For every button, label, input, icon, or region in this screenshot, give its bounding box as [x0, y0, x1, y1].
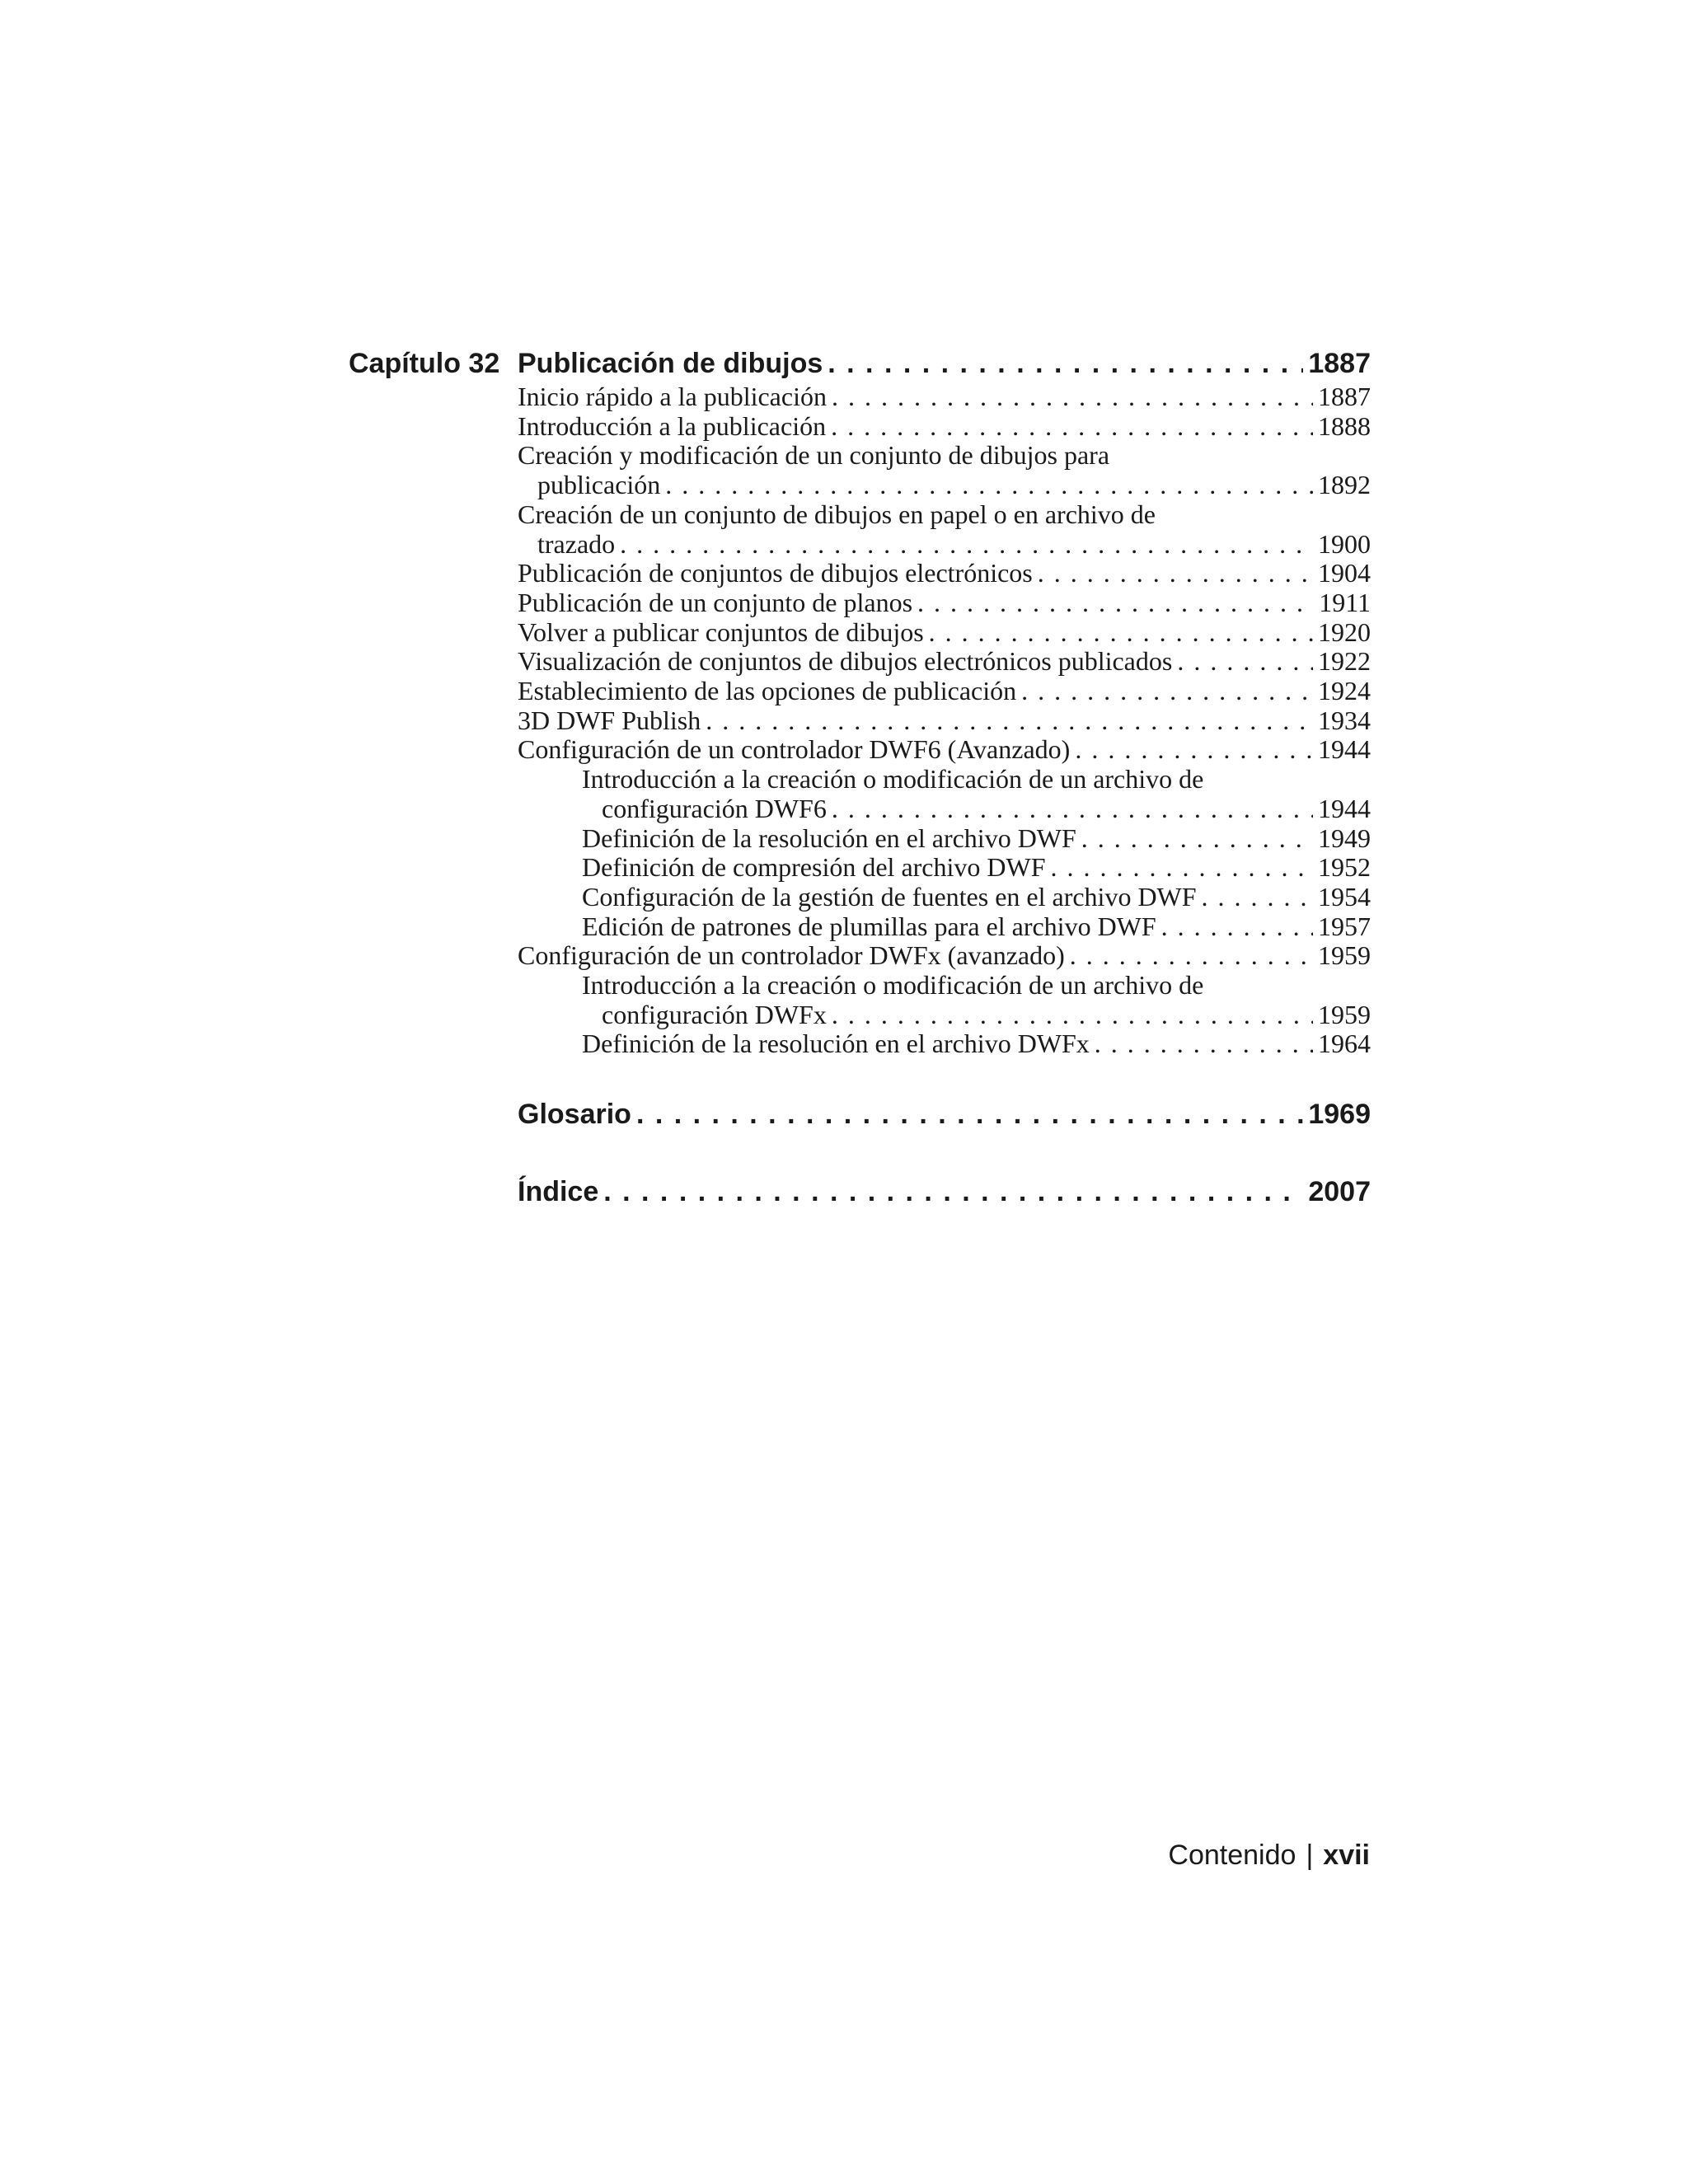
toc-index-row[interactable]: [518, 1173, 1371, 1211]
toc-chapter-row[interactable]: [518, 344, 1371, 382]
page-number: 1944: [1318, 793, 1371, 823]
entry-title: configuración DWF6: [602, 793, 827, 823]
dot-leader: [1038, 559, 1313, 588]
toc-entry[interactable]: [518, 735, 1371, 765]
entry-title: Definición de la resolución en el archivo DWF: [582, 823, 1076, 853]
dot-leader: [1051, 853, 1314, 883]
entry-title-line1[interactable]: Introducción a la creación o modificación de un archivo de: [582, 970, 1204, 1001]
toc-entry[interactable]: [518, 1001, 1371, 1030]
chapter-label: Capítulo 32: [349, 348, 500, 379]
toc-entry[interactable]: [518, 412, 1371, 442]
dot-leader: [1095, 1029, 1313, 1059]
page-number: 1920: [1318, 616, 1371, 647]
dot-leader: [832, 794, 1313, 824]
toc-entry[interactable]: [518, 912, 1371, 942]
entry-title: Configuración de un controlador DWF6 (Avanzado): [518, 734, 1071, 765]
page-number: 1892: [1318, 470, 1371, 500]
entry-title: Edición de patrones de plumillas para el archivo DWF: [582, 911, 1156, 941]
entry-title: trazado: [537, 528, 616, 559]
entry-title: Configuración de la gestión de fuentes en el archivo DWF: [582, 881, 1197, 912]
toc-entry[interactable]: [518, 647, 1371, 677]
page-number: 1952: [1318, 852, 1371, 883]
toc-entry[interactable]: [518, 1029, 1371, 1059]
dot-leader: [636, 1095, 1303, 1133]
toc-entry[interactable]: [518, 471, 1371, 500]
toc-entry[interactable]: [518, 824, 1371, 854]
entry-title: Configuración de un controlador DWFx (avanzado): [518, 940, 1065, 971]
entry-title-line1[interactable]: Introducción a la creación o modificación de un archivo de: [582, 764, 1204, 794]
page-number: 1900: [1318, 528, 1371, 559]
dot-leader: [603, 1173, 1303, 1211]
chapter-title: Publicación de dibujos: [518, 348, 823, 379]
entry-title-line1[interactable]: Creación de un conjunto de dibujos en papel o en archivo de: [518, 499, 1156, 529]
table-of-contents: [518, 344, 1371, 1211]
page-number: 1924: [1318, 676, 1371, 706]
toc-entry[interactable]: [518, 706, 1371, 736]
toc-entry[interactable]: [518, 883, 1371, 912]
dot-leader: [1161, 912, 1313, 942]
page-number: 1964: [1318, 1029, 1371, 1059]
toc-entry[interactable]: [518, 853, 1371, 883]
dot-leader: [832, 1001, 1313, 1030]
entry-title: Introducción a la publicación: [518, 410, 827, 441]
entry-title: Establecimiento de las opciones de publicación: [518, 676, 1017, 706]
entry-title: Definición de compresión del archivo DWF: [582, 852, 1046, 883]
toc-entry[interactable]: [518, 588, 1371, 618]
page-number: 1887: [1308, 348, 1371, 379]
dot-leader: [1075, 735, 1313, 765]
page-number: 2007: [1308, 1176, 1371, 1208]
page-number: 1957: [1318, 911, 1371, 941]
dot-leader: [665, 471, 1313, 500]
toc-entry[interactable]: [518, 677, 1371, 706]
page-number: 1944: [1318, 734, 1371, 765]
dot-leader: [831, 412, 1313, 442]
toc-entry[interactable]: [518, 941, 1371, 971]
footer-separator: |: [1306, 1840, 1314, 1871]
entry-title: Visualización de conjuntos de dibujos electrónicos publicados: [518, 646, 1173, 677]
entry-title-line1[interactable]: Creación y modificación de un conjunto de dibujos para: [518, 440, 1110, 471]
page-number: 1959: [1318, 999, 1371, 1029]
entry-title: Definición de la resolución en el archivo DWFx: [582, 1029, 1090, 1059]
page-number: 1887: [1318, 382, 1371, 411]
footer-section: Contenido: [1168, 1840, 1296, 1871]
page-number: 1904: [1318, 558, 1371, 588]
dot-leader: [917, 588, 1314, 618]
page-number: 1949: [1318, 823, 1371, 853]
dot-leader: [1070, 941, 1313, 971]
dot-leader: [1202, 883, 1313, 912]
entry-title: configuración DWFx: [602, 999, 827, 1029]
page-number: 1954: [1318, 881, 1371, 912]
toc-entry[interactable]: [518, 794, 1371, 824]
entry-title: Publicación de un conjunto de planos: [518, 587, 913, 617]
dot-leader: [828, 344, 1303, 382]
entry-title: 3D DWF Publish: [518, 705, 701, 735]
page-number: 1969: [1308, 1099, 1371, 1131]
page-number: 1888: [1318, 410, 1371, 441]
dot-leader: [1021, 677, 1313, 706]
page-number: 1959: [1318, 940, 1371, 971]
page-number: 1922: [1318, 646, 1371, 677]
dot-leader: [706, 706, 1313, 736]
toc-entry[interactable]: [518, 382, 1371, 412]
dot-leader: [620, 530, 1313, 560]
page-number: 1911: [1319, 587, 1371, 617]
index-title: Índice: [518, 1176, 599, 1208]
entry-title: publicación: [537, 470, 661, 500]
dot-leader: [1177, 647, 1313, 677]
entry-title: Publicación de conjuntos de dibujos electrónicos: [518, 558, 1033, 588]
page-footer: [1168, 1840, 1370, 1872]
entry-title: Volver a publicar conjuntos de dibujos: [518, 616, 924, 647]
toc-entry[interactable]: [518, 559, 1371, 588]
glossary-title: Glosario: [518, 1099, 631, 1131]
dot-leader: [929, 618, 1313, 648]
toc-glossary-row[interactable]: [518, 1095, 1371, 1133]
footer-page-number: xvii: [1323, 1840, 1370, 1871]
toc-entry[interactable]: [518, 530, 1371, 560]
toc-entry[interactable]: [518, 618, 1371, 648]
page-number: 1934: [1318, 705, 1371, 735]
dot-leader: [1081, 824, 1313, 854]
dot-leader: [832, 382, 1313, 412]
entry-title: Inicio rápido a la publicación: [518, 382, 827, 411]
